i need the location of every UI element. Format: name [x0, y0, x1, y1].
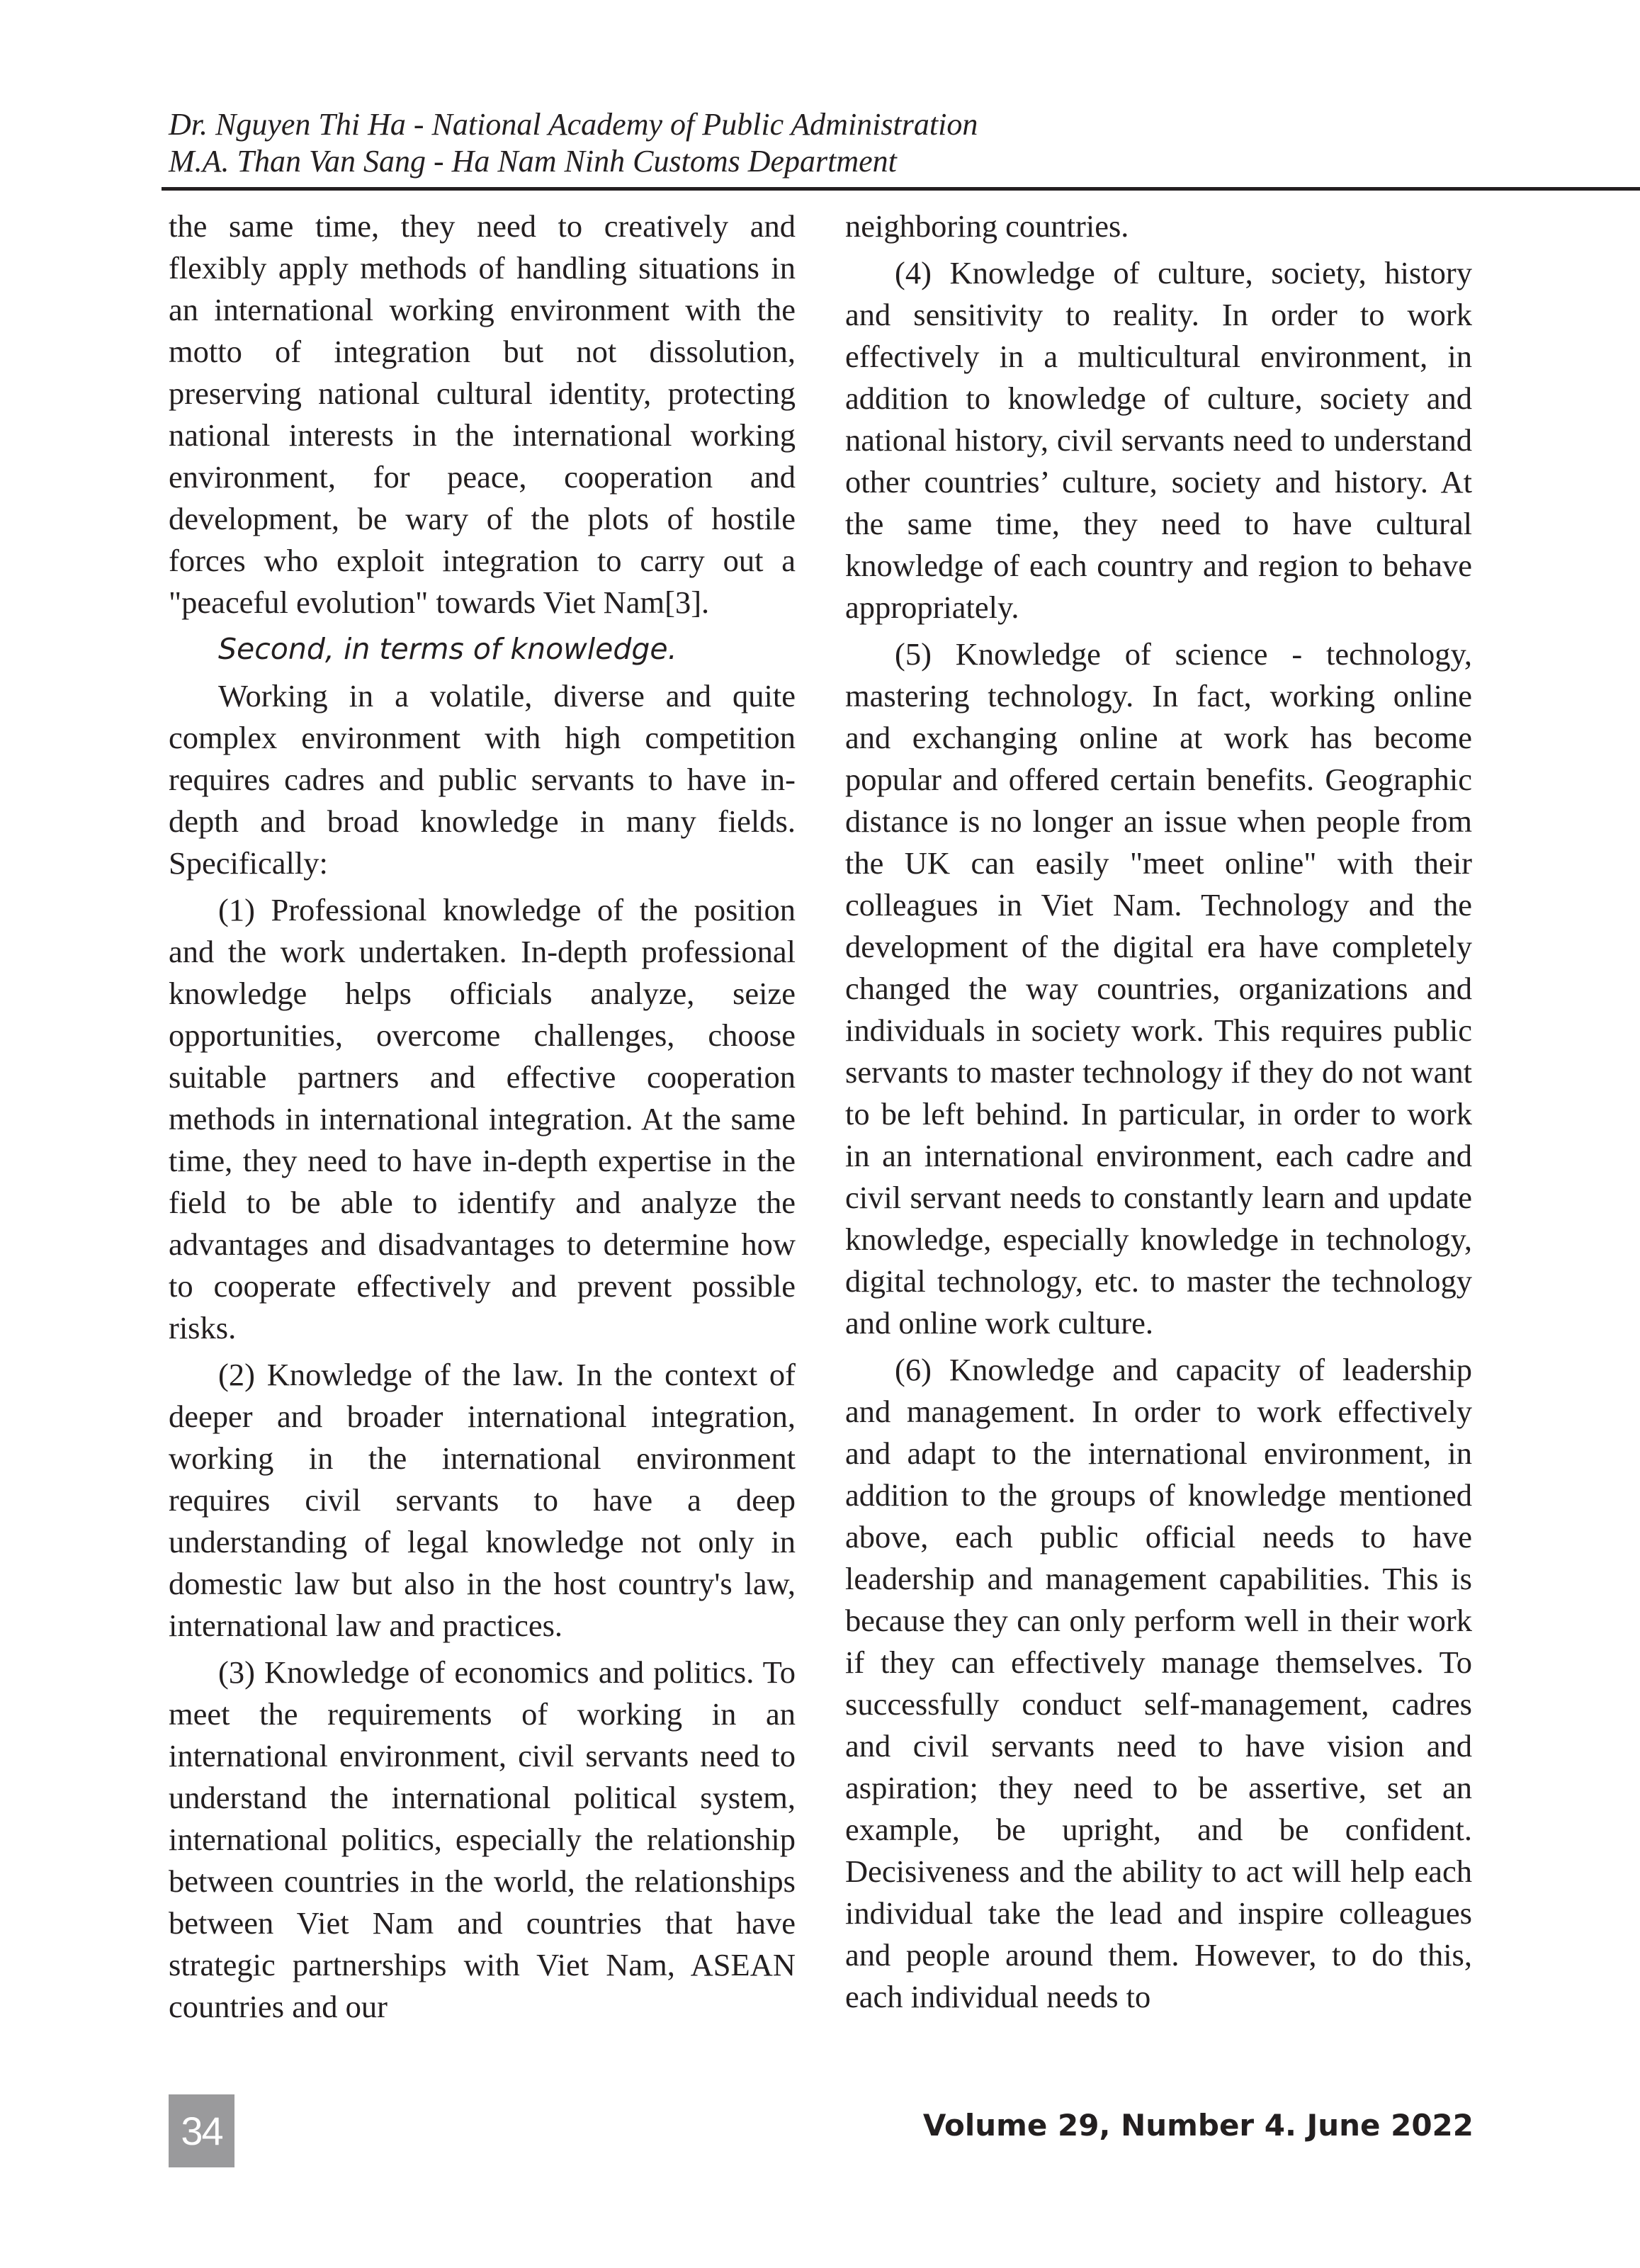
header-author-2: M.A. Than Van Sang - Ha Nam Ninh Customs Department [169, 144, 897, 179]
paragraph: (2) Knowledge of the law. In the context of deeper and broader international integration, working in the international environment requires civil servants to have a deep understanding of legal knowledge not only in domestic law but also in the host country's law, international law and practices. [169, 1357, 796, 1643]
volume-info: Volume 29, Number 4. June 2022 [922, 2108, 1474, 2143]
paragraph: Working in a volatile, diverse and quite complex environment with high competition requires cadres and public servants to have in-depth and broad knowledge in many fields. Specifically: [169, 678, 796, 881]
header-divider [162, 187, 1640, 191]
paragraph: neighboring countries. [845, 208, 1129, 244]
right-text-column [845, 205, 1472, 2023]
paragraph: (3) Knowledge of economics and politics. To meet the requirements of working in an international environment, civil servants need to understand the international political system, international politics, especially the relationship between countries in the world, the relationships between Viet Nam and countries that have strategic partnerships with Viet Nam, ASEAN countries and our [169, 1654, 796, 2024]
paragraph: (6) Knowledge and capacity of leadership and management. In order to work effectively and adapt to the international environment, in addition to the groups of knowledge mentioned above, each public official needs to have leadership and management capabilities. This is because they can only perform well in their work if they can effectively manage themselves. To successfully conduct self-management, cadres and civil servants need to have vision and aspiration; they need to be assertive, set an example, be upright, and be confident. Decisiveness and the ability to act will help each individual take the lead and inspire colleagues and people around them. However, to do this, each individual needs to [845, 1352, 1472, 2014]
left-text-column [169, 205, 796, 2033]
page-number: 34 [169, 2094, 234, 2167]
paragraph: the same time, they need to creatively and flexibly apply methods of handling situations in an international working environment with the motto of integration but not dissolution, preserving national cultural identity, protecting national interests in the international working environment, for peace, cooperation and development, be wary of the plots of hostile forces who exploit integration to carry out a "peaceful evolution" towards Viet Nam[3]. [169, 208, 796, 620]
section-subheading: Second, in terms of knowledge. [218, 632, 677, 666]
running-header [169, 106, 978, 180]
paragraph: (5) Knowledge of science - technology, mastering technology. In fact, working online and exchanging online at work has become popular and offered certain benefits. Geographic distance is no longer an issue when people from the UK can easily "meet online" with their colleagues in Viet Nam. Technology and the development of the digital era have completely changed the way countries, organizations and individuals in society work. This requires public servants to master technology if they do not want to be left behind. In particular, in order to work in an international environment, each cadre and civil servant needs to constantly learn and update knowledge, especially knowledge in technology, digital technology, etc. to master the technology and online work culture. [845, 636, 1472, 1341]
header-author-1: Dr. Nguyen Thi Ha - National Academy of Public Administration [169, 107, 978, 142]
paragraph: (1) Professional knowledge of the position and the work undertaken. In-depth professional knowledge helps officials analyze, seize opportunities, overcome challenges, choose suitable partners and effective cooperation methods in international integration. At the same time, they need to have in-depth expertise in the field to be able to identify and analyze the advantages and disadvantages to determine how to cooperate effectively and prevent possible risks. [169, 892, 796, 1345]
paragraph: (4) Knowledge of culture, society, history and sensitivity to reality. In order to work effectively in a multicultural environment, in addition to knowledge of culture, society and national history, civil servants need to understand other countries’ culture, society and history. At the same time, they need to have cultural knowledge of each country and region to behave appropriately. [845, 255, 1472, 625]
